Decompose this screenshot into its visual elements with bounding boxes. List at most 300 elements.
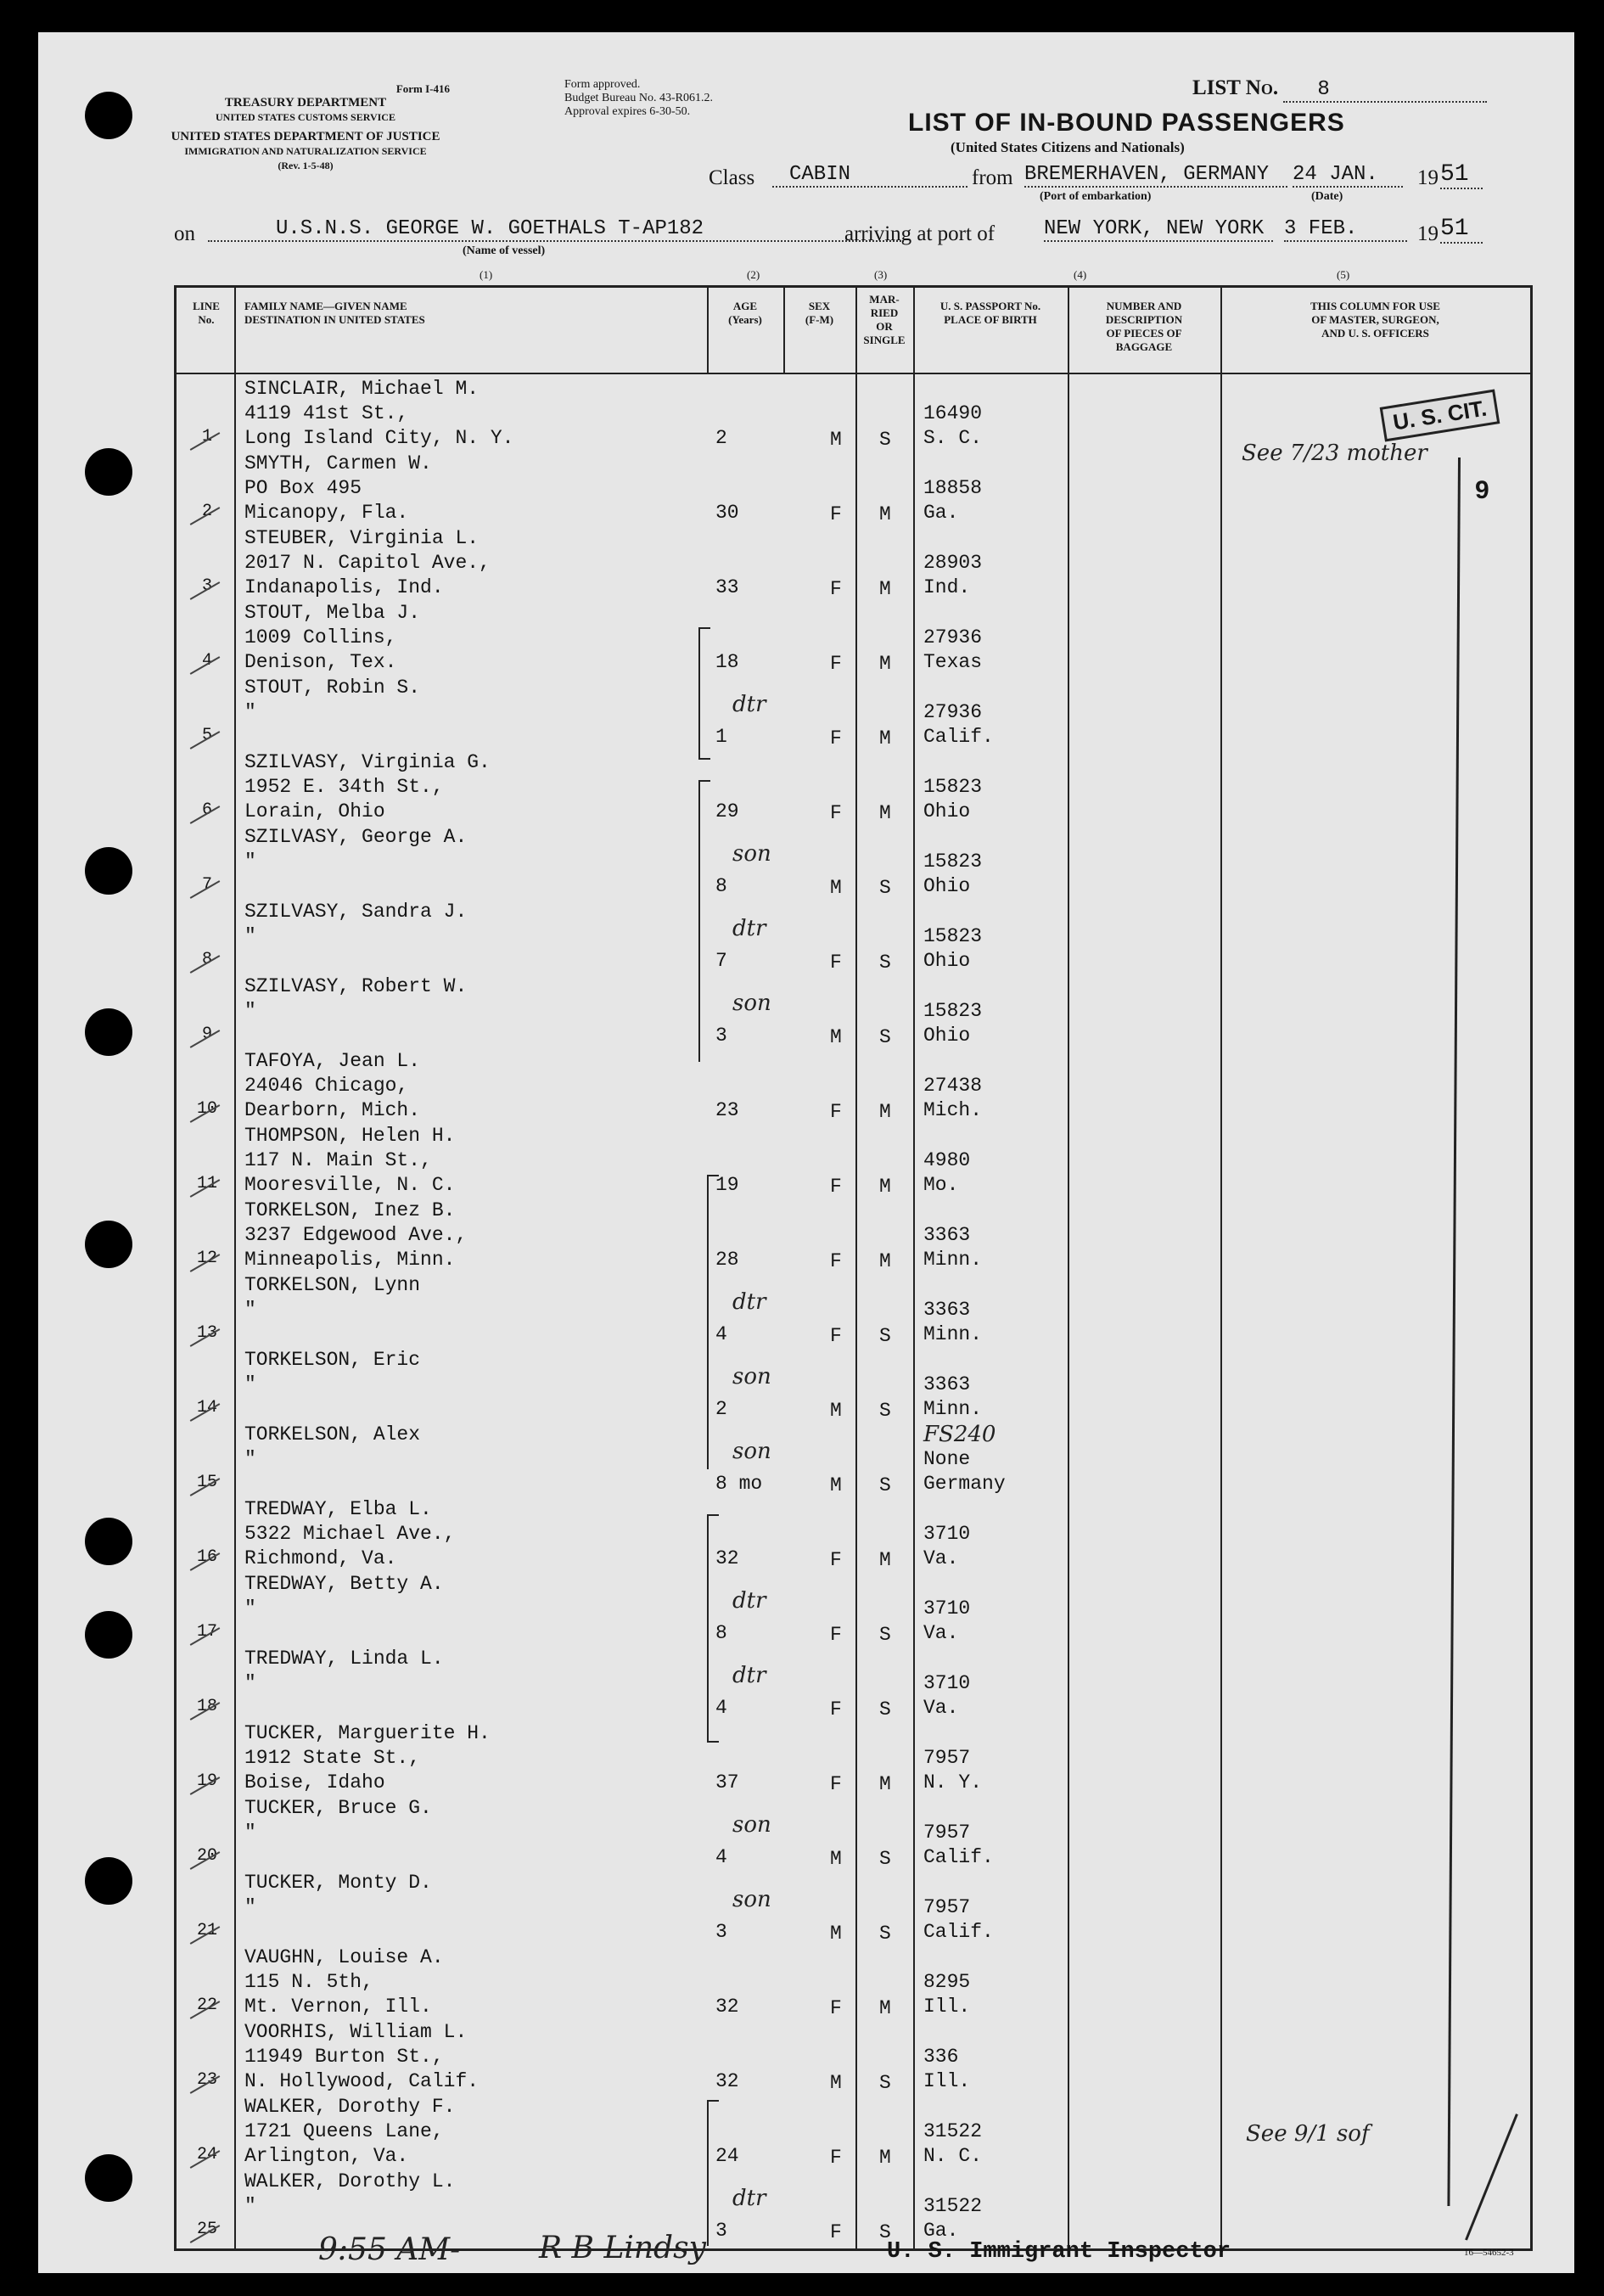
age: 18 — [715, 651, 739, 673]
table-row — [177, 972, 1530, 1047]
place-of-birth: Calif. — [923, 1921, 994, 1943]
address-line-2: Mt. Vernon, Ill. — [244, 1996, 432, 2018]
page-title: LIST OF IN-BOUND PASSENGERS — [908, 109, 1345, 137]
relationship-note: dtr — [732, 1663, 766, 1688]
sex: F — [830, 727, 842, 749]
passport-number: 3363 — [923, 1373, 971, 1395]
approval-line-3: Approval expires 6-30-50. — [564, 105, 691, 118]
year-to-prefix: 19 — [1417, 222, 1439, 245]
line-number: 5 — [201, 726, 212, 745]
sex: M — [830, 1474, 842, 1496]
passenger-name: STEUBER, Virginia L. — [244, 527, 480, 549]
marital-status: M — [879, 1101, 891, 1123]
marital-status: M — [879, 727, 891, 749]
list-label: LIST No. — [1192, 76, 1279, 99]
manifest-page — [38, 32, 1574, 2273]
relationship-note: dtr — [732, 1289, 766, 1315]
line-number: 19 — [196, 1771, 217, 1791]
place-of-birth: Ind. — [923, 576, 971, 598]
passport-number: 3710 — [923, 1523, 971, 1545]
passport-number: 15823 — [923, 776, 983, 798]
line-number: 21 — [196, 1921, 217, 1940]
passport-number: 4980 — [923, 1149, 971, 1171]
line-number: 22 — [196, 1996, 217, 2015]
table-row — [177, 822, 1530, 897]
marital-status: S — [879, 952, 891, 974]
place-of-birth: Minn. — [923, 1249, 983, 1271]
marital-status: S — [879, 1026, 891, 1048]
passport-number: 16490 — [923, 402, 983, 424]
line-number: 11 — [196, 1174, 217, 1193]
place-of-birth: S. C. — [923, 427, 983, 449]
address-line-1: " — [244, 1672, 256, 1694]
age: 37 — [715, 1771, 739, 1794]
relationship-note: dtr — [732, 692, 766, 717]
binder-hole — [85, 1857, 132, 1905]
class-label: Class — [709, 166, 755, 189]
age: 29 — [715, 800, 739, 822]
passport-number: 31522 — [923, 2120, 983, 2142]
col-number-3: (3) — [874, 268, 888, 281]
binder-hole — [85, 1008, 132, 1056]
date-caption: (Date) — [1311, 190, 1343, 203]
header-officers: THIS COLUMN FOR USE OF MASTER, SURGEON, AND U. S. OFFICERS — [1310, 300, 1440, 340]
line-number: 10 — [196, 1099, 217, 1119]
passenger-name: TUCKER, Bruce G. — [244, 1797, 432, 1819]
address-line-1: " — [244, 1299, 256, 1321]
sex: M — [830, 1848, 842, 1870]
header-age: AGE (Years) — [728, 300, 762, 326]
header-name: FAMILY NAME—GIVEN NAME DESTINATION IN UNITED STATES — [244, 300, 425, 326]
relationship-note: son — [732, 1364, 771, 1389]
marital-status: S — [879, 2072, 891, 2094]
place-of-birth: Va. — [923, 1697, 959, 1719]
address-line-2: Minneapolis, Minn. — [244, 1249, 456, 1271]
table-row — [177, 2167, 1530, 2242]
address-line-1: 5322 Michael Ave., — [244, 1523, 456, 1545]
sex: M — [830, 1923, 842, 1945]
place-of-birth: Mo. — [923, 1174, 959, 1196]
sex: F — [830, 2147, 842, 2169]
date-from: 24 JAN. — [1293, 163, 1403, 188]
passenger-name: VOORHIS, William L. — [244, 2021, 468, 2043]
age: 3 — [715, 1921, 727, 1943]
col-number-2: (2) — [747, 268, 760, 281]
note-top: See 7/23 mother — [1242, 441, 1427, 466]
relationship-note: dtr — [732, 2186, 766, 2211]
relationship-note: son — [732, 1887, 771, 1912]
address-line-1: 2017 N. Capitol Ave., — [244, 552, 491, 574]
line-number: 15 — [196, 1473, 217, 1492]
passport-number: 15823 — [923, 1000, 983, 1022]
passenger-name: TREDWAY, Linda L. — [244, 1648, 444, 1670]
marital-status: M — [879, 802, 891, 824]
sex: F — [830, 1624, 842, 1646]
passenger-name: TORKELSON, Inez B. — [244, 1199, 456, 1221]
marital-status: M — [879, 1250, 891, 1272]
form-approval — [564, 78, 713, 119]
marital-status: S — [879, 877, 891, 899]
address-line-1: " — [244, 1448, 256, 1470]
place-of-birth: Minn. — [923, 1398, 983, 1420]
line-number: 25 — [196, 2220, 217, 2239]
place-of-birth: Ga. — [923, 2220, 959, 2242]
passport-number: None — [923, 1448, 971, 1470]
passport-number: 7957 — [923, 1896, 971, 1918]
address-line-1: " — [244, 1822, 256, 1844]
arrival-date: 3 FEB. — [1284, 217, 1407, 242]
age: 3 — [715, 1024, 727, 1047]
address-line-1: 1721 Queens Lane, — [244, 2120, 444, 2142]
passenger-name: WALKER, Dorothy L. — [244, 2170, 456, 2192]
line-number: 4 — [201, 651, 212, 671]
place-of-birth: Va. — [923, 1622, 959, 1644]
age: 32 — [715, 1996, 739, 2018]
passport-number: 7957 — [923, 1747, 971, 1769]
address-line-2: Micanopy, Fla. — [244, 502, 409, 524]
place-of-birth: Mich. — [923, 1099, 983, 1121]
address-line-2: Lorain, Ohio — [244, 800, 385, 822]
line-number: 16 — [196, 1547, 217, 1567]
address-line-1: 3237 Edgewood Ave., — [244, 1224, 468, 1246]
class-value: CABIN — [772, 163, 967, 188]
marital-status: M — [879, 1176, 891, 1198]
sex: F — [830, 802, 842, 824]
passport-number: 27438 — [923, 1075, 983, 1097]
approval-line-1: Form approved. — [564, 78, 641, 91]
header-line-no: LINE No. — [193, 300, 220, 326]
table-row — [177, 598, 1530, 673]
form-revision: (Rev. 1-5-48) — [278, 160, 334, 171]
relationship-note: dtr — [732, 916, 766, 941]
marital-status: M — [879, 1997, 891, 2019]
sex: M — [830, 1400, 842, 1422]
address-line-1: 11949 Burton St., — [244, 2046, 444, 2068]
line-number: 2 — [201, 502, 212, 521]
passport-number: 7957 — [923, 1822, 971, 1844]
marital-status: S — [879, 429, 891, 451]
note-bottom: See 9/1 sof — [1246, 2121, 1370, 2147]
line-number: 18 — [196, 1697, 217, 1716]
passenger-name: TUCKER, Marguerite H. — [244, 1722, 491, 1744]
table-row — [177, 1420, 1530, 1495]
age: 8 mo — [715, 1473, 763, 1495]
line-number: 12 — [196, 1249, 217, 1268]
passenger-name: SZILVASY, George A. — [244, 826, 468, 848]
passenger-name: TUCKER, Monty D. — [244, 1872, 432, 1894]
form-number: Form I-416 — [395, 82, 450, 95]
place-of-birth: Ohio — [923, 875, 971, 897]
place-of-birth: Va. — [923, 1547, 959, 1569]
line-number: 23 — [196, 2070, 217, 2090]
family-bracket — [698, 627, 710, 760]
passport-number: 3710 — [923, 1597, 971, 1620]
passenger-name: VAUGHN, Louise A. — [244, 1946, 444, 1968]
sex: F — [830, 1176, 842, 1198]
sex: M — [830, 877, 842, 899]
marital-status: M — [879, 503, 891, 525]
address-line-2: Indanapolis, Ind. — [244, 576, 444, 598]
line-number: 3 — [201, 576, 212, 596]
address-line-2: Arlington, Va. — [244, 2145, 409, 2167]
table-row — [177, 673, 1530, 748]
binder-hole — [85, 448, 132, 496]
table-row — [177, 374, 1530, 449]
passenger-name: TORKELSON, Lynn — [244, 1274, 421, 1296]
sex: F — [830, 1549, 842, 1571]
line-number: 7 — [201, 875, 212, 895]
address-line-2: Mooresville, N. C. — [244, 1174, 456, 1196]
passenger-name: TORKELSON, Alex — [244, 1423, 421, 1446]
address-line-1: PO Box 495 — [244, 477, 362, 499]
dept-justice: UNITED STATES DEPARTMENT OF JUSTICE — [171, 130, 440, 143]
marital-status: S — [879, 1923, 891, 1945]
sex: M — [830, 2072, 842, 2094]
dept-customs: UNITED STATES CUSTOMS SERVICE — [216, 111, 395, 123]
passenger-name: TAFOYA, Jean L. — [244, 1050, 421, 1072]
table-row — [177, 1121, 1530, 1196]
passport-number: 3363 — [923, 1224, 971, 1246]
line-number: 1 — [201, 427, 212, 446]
place-of-birth: Texas — [923, 651, 983, 673]
passport-number: 3710 — [923, 1672, 971, 1694]
place-of-birth: Ill. — [923, 1996, 971, 2018]
passport-number: 18858 — [923, 477, 983, 499]
line-number: 8 — [201, 950, 212, 969]
place-of-birth: Calif. — [923, 726, 994, 748]
place-of-birth: N. C. — [923, 2145, 983, 2167]
binder-hole — [85, 847, 132, 895]
binder-hole — [85, 2154, 132, 2202]
passport-number: 15823 — [923, 925, 983, 947]
place-of-birth: Ohio — [923, 1024, 971, 1047]
address-line-2: Denison, Tex. — [244, 651, 397, 673]
passenger-name: SMYTH, Carmen W. — [244, 452, 432, 474]
place-of-birth: Calif. — [923, 1846, 994, 1868]
table-row — [177, 1271, 1530, 1345]
age: 32 — [715, 2070, 739, 2092]
sex: M — [830, 429, 842, 451]
age: 8 — [715, 1622, 727, 1644]
passport-number: 3363 — [923, 1299, 971, 1321]
age: 7 — [715, 950, 727, 972]
passenger-name: SZILVASY, Robert W. — [244, 975, 468, 997]
address-line-2: Dearborn, Mich. — [244, 1099, 421, 1121]
place-of-birth: Minn. — [923, 1323, 983, 1345]
family-bracket — [698, 780, 710, 1062]
footer-inspector-title: U. S. Immigrant Inspector — [887, 2239, 1231, 2265]
table-row — [177, 748, 1530, 822]
vessel-name: U.S.N.S. GEORGE W. GOETHALS T-AP182 — [208, 217, 904, 242]
relationship-note: son — [732, 841, 771, 867]
table-row — [177, 1943, 1530, 2018]
age: 32 — [715, 1547, 739, 1569]
table-row — [177, 524, 1530, 598]
sex: F — [830, 1773, 842, 1795]
address-line-1: 24046 Chicago, — [244, 1075, 409, 1097]
address-line-1: " — [244, 1000, 256, 1022]
dept-treasury: TREASURY DEPARTMENT — [224, 96, 387, 109]
us-citizen-stamp: U. S. CIT. — [1380, 390, 1500, 442]
address-line-1: " — [244, 1597, 256, 1620]
on-label: on — [174, 222, 195, 245]
place-of-birth: Ill. — [923, 2070, 971, 2092]
table-row — [177, 1794, 1530, 1868]
sex: F — [830, 1101, 842, 1123]
table-row — [177, 897, 1530, 972]
age: 3 — [715, 2220, 727, 2242]
from-label: from — [972, 166, 1013, 189]
marital-status: M — [879, 578, 891, 600]
marital-status: S — [879, 1624, 891, 1646]
line-number: 13 — [196, 1323, 217, 1343]
binder-hole — [85, 1518, 132, 1565]
address-line-1: 1912 State St., — [244, 1747, 421, 1769]
header-sex: SEX (F-M) — [805, 300, 834, 326]
marital-status: M — [879, 2147, 891, 2169]
sex: F — [830, 653, 842, 675]
passenger-name: SINCLAIR, Michael M. — [244, 378, 480, 400]
line-number: 9 — [201, 1024, 212, 1044]
age: 1 — [715, 726, 727, 748]
address-line-1: " — [244, 925, 256, 947]
place-of-birth: Ohio — [923, 800, 971, 822]
from-value: BREMERHAVEN, GERMANY — [1024, 163, 1287, 188]
passport-number: 336 — [923, 2046, 959, 2068]
address-line-2: N. Hollywood, Calif. — [244, 2070, 480, 2092]
relationship-note: son — [732, 991, 771, 1016]
passport-number: 28903 — [923, 552, 983, 574]
marital-status: S — [879, 1474, 891, 1496]
age: 24 — [715, 2145, 739, 2167]
table-row — [177, 1868, 1530, 1943]
age: 19 — [715, 1174, 739, 1196]
passport-number: 31522 — [923, 2195, 983, 2217]
passport-number: 8295 — [923, 1971, 971, 1993]
footer-print-code: 16—54652-3 — [1464, 2248, 1514, 2258]
address-line-1: 117 N. Main St., — [244, 1149, 432, 1171]
address-line-1: " — [244, 1373, 256, 1395]
address-line-1: " — [244, 1896, 256, 1918]
sex: F — [830, 503, 842, 525]
marital-status: S — [879, 1325, 891, 1347]
marital-status: M — [879, 1773, 891, 1795]
family-bracket — [707, 1514, 719, 1743]
table-row — [177, 1719, 1530, 1794]
passport-number: 27936 — [923, 701, 983, 723]
age: 28 — [715, 1249, 739, 1271]
passenger-name: THOMPSON, Helen H. — [244, 1125, 456, 1147]
address-line-2: Boise, Idaho — [244, 1771, 385, 1794]
binder-hole — [85, 92, 132, 139]
list-number — [1192, 76, 1487, 103]
table-row — [177, 2018, 1530, 2092]
passenger-name: WALKER, Dorothy F. — [244, 2096, 456, 2118]
table-row — [177, 1196, 1530, 1271]
table-row — [177, 1644, 1530, 1719]
line-number: 24 — [196, 2145, 217, 2164]
line-number: 14 — [196, 1398, 217, 1417]
family-bracket — [707, 1175, 719, 1469]
line-number: 17 — [196, 1622, 217, 1642]
place-of-birth: Ohio — [923, 950, 971, 972]
table-row — [177, 1495, 1530, 1569]
form-header-left — [161, 81, 450, 173]
age: 2 — [715, 1398, 727, 1420]
address-line-2: Richmond, Va. — [244, 1547, 397, 1569]
age: 4 — [715, 1697, 727, 1719]
sex: F — [830, 1250, 842, 1272]
line-number: 20 — [196, 1846, 217, 1866]
marital-status: M — [879, 1549, 891, 1571]
sex: F — [830, 2221, 842, 2243]
marital-status: S — [879, 2221, 891, 2243]
footer-time: 9:55 AM- — [318, 2232, 461, 2267]
handwritten-passport: FS240 — [923, 1422, 996, 1447]
approval-line-2: Budget Bureau No. 43-R061.2. — [564, 92, 713, 104]
place-of-birth: N. Y. — [923, 1771, 983, 1794]
age: 33 — [715, 576, 739, 598]
arriving-label: arriving at port of — [844, 222, 995, 245]
address-line-1: 1009 Collins, — [244, 626, 397, 648]
relationship-note: son — [732, 1439, 771, 1464]
col-number-4: (4) — [1074, 268, 1087, 281]
passenger-name: TORKELSON, Eric — [244, 1349, 421, 1371]
page-subtitle: (United States Citizens and Nationals) — [951, 139, 1185, 155]
passenger-name: TREDWAY, Elba L. — [244, 1498, 432, 1520]
table-row — [177, 1569, 1530, 1644]
passenger-name: STOUT, Melba J. — [244, 602, 421, 624]
table-row — [177, 1047, 1530, 1121]
year-from-prefix: 19 — [1417, 166, 1439, 189]
place-of-birth: Germany — [923, 1473, 1006, 1495]
address-line-1: 1952 E. 34th St., — [244, 776, 444, 798]
table-row — [177, 1345, 1530, 1420]
passenger-name: STOUT, Robin S. — [244, 676, 421, 699]
relationship-note: dtr — [732, 1588, 766, 1614]
marital-status: S — [879, 1698, 891, 1721]
address-line-1: " — [244, 2195, 256, 2217]
passenger-name: SZILVASY, Virginia G. — [244, 751, 491, 773]
address-line-2: Long Island City, N. Y. — [244, 427, 514, 449]
age: 4 — [715, 1323, 727, 1345]
family-bracket — [707, 2100, 719, 2246]
sex: M — [830, 1026, 842, 1048]
arrival-port: NEW YORK, NEW YORK — [1044, 217, 1273, 242]
vessel-caption: (Name of vessel) — [463, 244, 546, 257]
address-line-1: " — [244, 701, 256, 723]
address-line-1: " — [244, 850, 256, 873]
age: 8 — [715, 875, 727, 897]
list-value: 8 — [1283, 78, 1487, 103]
dept-ins: IMMIGRATION AND NATURALIZATION SERVICE — [184, 145, 427, 157]
line-number: 6 — [201, 800, 212, 820]
sex: F — [830, 1698, 842, 1721]
address-line-1: 4119 41st St., — [244, 402, 409, 424]
sex: F — [830, 1325, 842, 1347]
sex: F — [830, 578, 842, 600]
passenger-table — [174, 285, 1533, 2251]
age: 23 — [715, 1099, 739, 1121]
marital-status: S — [879, 1848, 891, 1870]
sex: F — [830, 952, 842, 974]
binder-hole — [85, 1221, 132, 1268]
age: 4 — [715, 1846, 727, 1868]
age: 30 — [715, 502, 739, 524]
marital-status: S — [879, 1400, 891, 1422]
age: 2 — [715, 427, 727, 449]
header-married: MAR- RIED OR SINGLE — [863, 293, 906, 346]
